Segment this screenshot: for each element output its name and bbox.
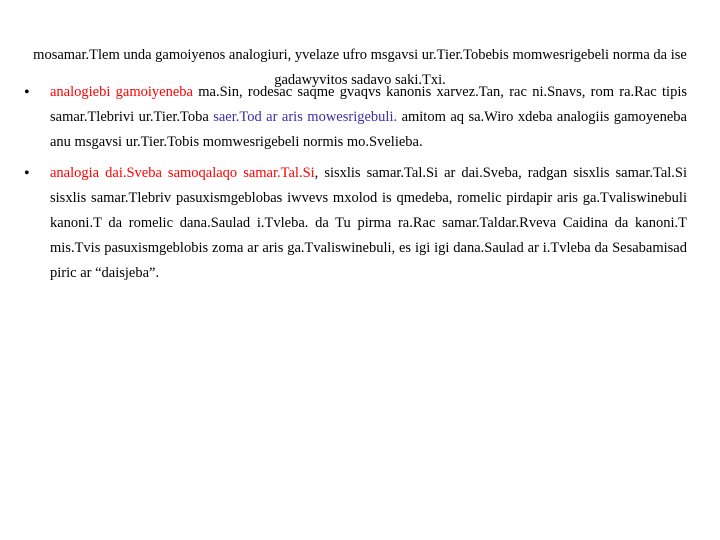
intro-paragraph: mosamar.Tlem unda gamoiyenos analogiuri, yvelaze ufro msgavsi ur.Tier.Tobebis momwesrigebeli norma da ise gadawyvitos sadavo saki.Txi. — [33, 46, 687, 88]
bullet-item-analogy-civil-law — [22, 161, 687, 286]
bullet-text: , sisxlis samar.Tal.Si ar dai.Sveba, radgan sisxlis samar.Tal.Si sisxlis samar.Tlebriv pasuxismgeblobas iwvevs mxolod is qmedeba, romelic pirdapir aris ga.Tvaliswinebuli kanoni.T da romelic dana.Saulad i.Tvleba. da Tu pirma ra.Rac samar.Taldar.Rveva Caidina da kanoni.T mis.Tvis pasuxismgeblobis zoma ar aris ga.Tvaliswinebuli, es igi igi dana.Saulad ar i.Tvleba da Sesabamisad piric ar “daisjeba”. — [50, 165, 687, 281]
bullet-text-continued: amitom aq sa.Wiro xdeba analogiis gamoyeneba anu msgavsi ur.Tier.Tobis momwesrigebeli normis mo.Svelieba. — [50, 109, 687, 150]
bullet-highlight-blue: saer.Tod ar aris mowesrigebuli. — [213, 109, 398, 125]
bullet-item-analogy-usage — [22, 80, 687, 155]
bullet-list — [22, 80, 687, 286]
bullet-marker: • — [24, 165, 30, 182]
bullet-marker: • — [24, 84, 30, 101]
bullet-highlight-red: analogia dai.Sveba samoqalaqo samar.Tal.Si — [50, 165, 315, 181]
bullet-text: ma.Sin, rodesac saqme gvaqvs kanonis xarvez.Tan, rac ni.Snavs, rom ra.Rac tipis samar.Tlebrivi ur.Tier.Toba — [50, 84, 687, 125]
bullet-highlight-red: analogiebi gamoiyeneba — [50, 84, 193, 100]
